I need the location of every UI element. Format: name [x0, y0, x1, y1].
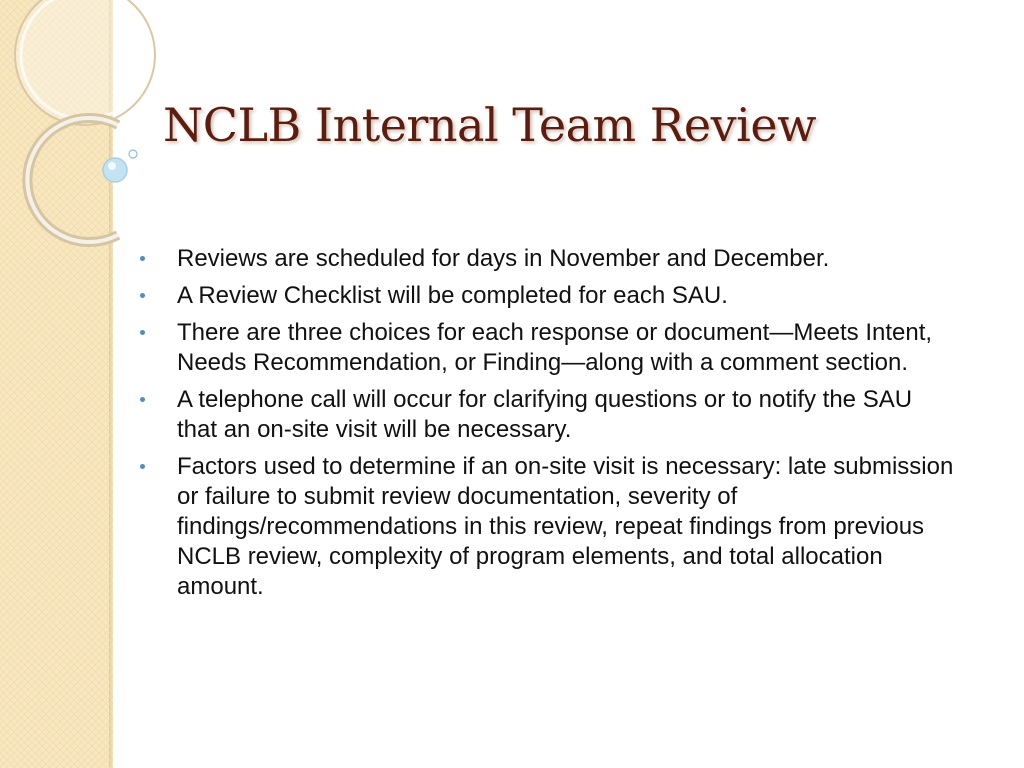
bullet-icon — [140, 464, 145, 469]
bullet-text: A Review Checklist will be completed for each SAU. — [177, 282, 728, 309]
bullet-icon — [140, 397, 145, 402]
blue-decor-dot-shine — [108, 162, 116, 170]
large-decor-ring — [15, 0, 155, 125]
bullet-text: Reviews are scheduled for days in November and December. — [177, 245, 830, 272]
bullet-text: There are three choices for each response or document—Meets Intent, Needs Recommendation, or Finding—along with a comment section. — [177, 319, 933, 376]
bullet-text: A telephone call will occur for clarifying questions or to notify the SAU that an on-site visit will be necessary. — [177, 386, 913, 443]
bullet-icon — [140, 330, 145, 335]
bullet-icon — [140, 256, 145, 261]
small-decor-dot — [129, 150, 137, 158]
bullet-item — [140, 452, 955, 602]
blue-decor-dot — [103, 158, 127, 182]
slide-title: NCLB Internal Team Review — [163, 98, 816, 152]
medium-decor-arc — [27, 118, 118, 242]
bullet-item — [140, 281, 955, 311]
bullet-text: Factors used to determine if an on-site visit is necessary: late submission or failure to submit review documentation, severity of findings/recommendations in this review, repeat findings from previous NCLB review, complexity of program elements, and total allocation amount. — [177, 453, 954, 600]
bullet-list — [140, 244, 955, 609]
bullet-icon — [140, 293, 145, 298]
bullet-item — [140, 318, 955, 378]
bullet-item — [140, 385, 955, 445]
bullet-item — [140, 244, 955, 274]
